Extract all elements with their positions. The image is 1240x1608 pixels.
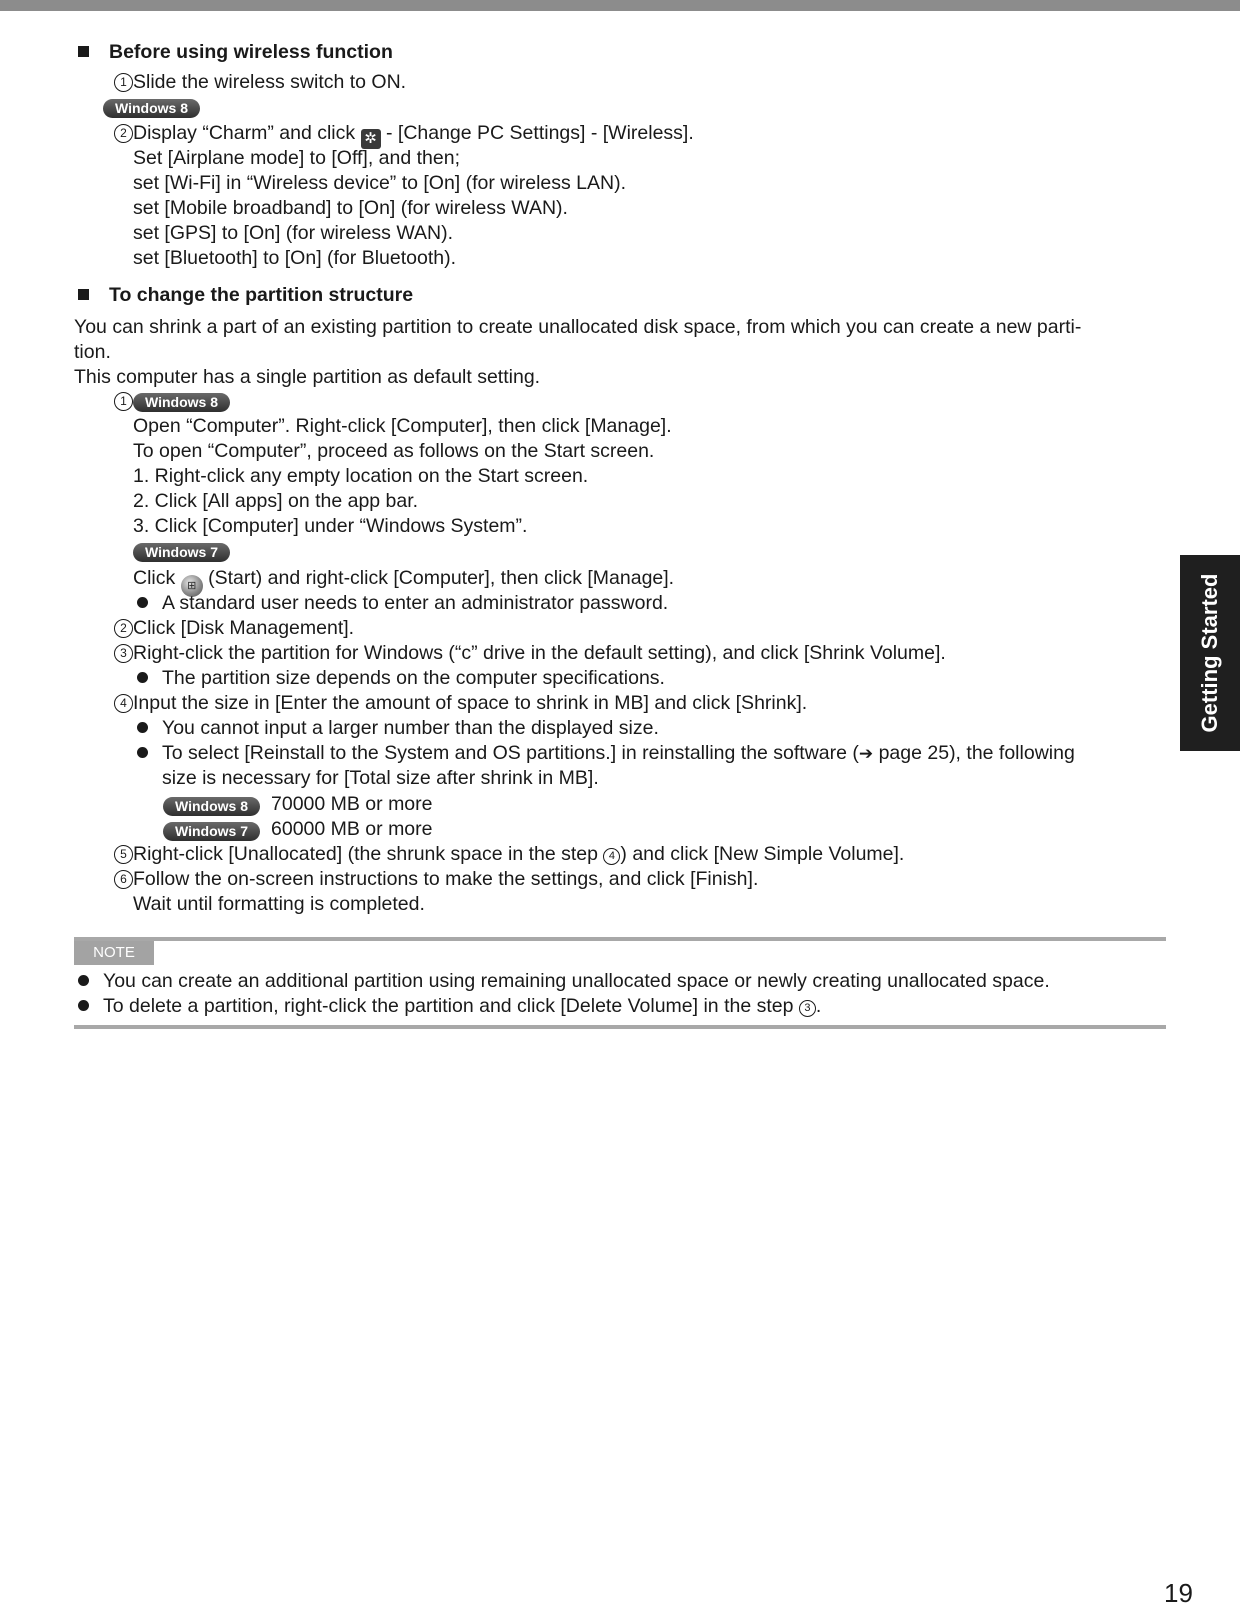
step-2-text-start: Display “Charm” and click <box>133 122 356 144</box>
heading-bullet <box>78 289 89 300</box>
wireless-step-1: Slide the wireless switch to ON. <box>133 71 407 93</box>
bullet-larger: You cannot input a larger number than the displayed size. <box>162 717 659 739</box>
bullet-icon <box>78 1000 89 1011</box>
win8-instruction: 1. Right-click any empty location on the Start screen. <box>133 465 589 487</box>
step-5-text-end: ) and click [New Simple Volume]. <box>620 843 905 865</box>
step-5-text-start: Right-click [Unallocated] (the shrunk space in the step <box>133 843 598 865</box>
win8-instruction: Open “Computer”. Right-click [Computer], then click [Manage]. <box>133 415 672 437</box>
wireless-line: set [Mobile broadband] to [On] (for wireless WAN). <box>133 197 568 219</box>
heading-bullet <box>78 46 89 57</box>
partition-step-3: Right-click the partition for Windows (“c” drive in the default setting), and click [Shrink Volume]. <box>133 642 946 664</box>
section-side-tab <box>1180 555 1240 751</box>
partition-step-6: Follow the on-screen instructions to make the settings, and click [Finish]. <box>133 868 759 890</box>
wireless-line: set [GPS] to [On] (for wireless WAN). <box>133 222 454 244</box>
win7-text-end: (Start) and right-click [Computer], then click [Manage]. <box>208 567 675 589</box>
bullet-icon <box>137 672 148 683</box>
step-number: 6 <box>114 870 133 889</box>
note-item <box>103 994 821 1018</box>
wireless-step-2 <box>133 121 694 149</box>
win8-instruction: 2. Click [All apps] on the app bar. <box>133 490 419 512</box>
bullet-reinstall-line2: size is necessary for [Total size after shrink in MB]. <box>162 767 599 789</box>
note-item-text-start: To delete a partition, right-click the partition and click [Delete Volume] in the step <box>103 995 794 1017</box>
step-reference: 4 <box>603 848 620 865</box>
windows8-badge: Windows 8 <box>103 99 200 118</box>
bullet-icon <box>137 722 148 733</box>
note-item-text-end: . <box>815 995 822 1017</box>
partition-step-5 <box>133 842 904 866</box>
step-reference: 3 <box>799 1000 816 1017</box>
win7-text-start: Click <box>133 567 176 589</box>
win8-instruction: To open “Computer”, proceed as follows on the Start screen. <box>133 440 655 462</box>
size-win8: 70000 MB or more <box>271 793 433 815</box>
wireless-heading: Before using wireless function <box>109 41 393 63</box>
step-2-text-end: - [Change PC Settings] - [Wireless]. <box>385 122 694 144</box>
note-label: NOTE <box>74 941 154 965</box>
bullet-admin: A standard user needs to enter an administrator password. <box>162 592 669 614</box>
note-item: You can create an additional partition using remaining unallocated space or newly creating unallocated space. <box>103 970 1050 992</box>
bullet-size: The partition size depends on the computer specifications. <box>162 667 665 689</box>
step-number: 3 <box>114 644 133 663</box>
size-win7: 60000 MB or more <box>271 818 433 840</box>
windows8-badge: Windows 8 <box>133 393 230 412</box>
partition-intro: tion. <box>74 341 111 363</box>
wireless-line: Set [Airplane mode] to [Off], and then; <box>133 147 461 169</box>
partition-intro: You can shrink a part of an existing partition to create unallocated disk space, from which you can create a new parti- <box>74 316 1082 338</box>
partition-heading: To change the partition structure <box>109 284 414 306</box>
partition-step-2: Click [Disk Management]. <box>133 617 355 639</box>
note-top-rule <box>74 937 1166 941</box>
bullet-reinstall <box>162 741 1075 766</box>
start-orb-icon: ⊞ <box>181 575 203 597</box>
bullet-icon <box>137 747 148 758</box>
windows7-badge: Windows 7 <box>163 822 260 841</box>
reinstall-text-start: To select [Reinstall to the System and OS partitions.] in reinstalling the software ( <box>162 742 859 764</box>
step-number: 1 <box>114 392 133 411</box>
top-bar <box>0 0 1240 11</box>
bullet-icon <box>78 975 89 986</box>
step-number: 2 <box>114 619 133 638</box>
partition-step-6-line2: Wait until formatting is completed. <box>133 893 425 915</box>
step-number: 5 <box>114 845 133 864</box>
step-number: 4 <box>114 694 133 713</box>
step-number: 1 <box>114 73 133 92</box>
partition-intro: This computer has a single partition as default setting. <box>74 366 541 388</box>
windows7-badge: Windows 7 <box>133 543 230 562</box>
arrow-right-icon: ➔ <box>858 744 874 763</box>
side-tab-label: Getting Started <box>1197 573 1222 733</box>
windows8-badge: Windows 8 <box>163 797 260 816</box>
page-number: 19 <box>1164 1578 1193 1608</box>
note-bottom-rule <box>74 1025 1166 1029</box>
partition-step-4: Input the size in [Enter the amount of space to shrink in MB] and click [Shrink]. <box>133 692 808 714</box>
settings-gear-icon: ✲ <box>361 129 381 149</box>
step-number: 2 <box>114 124 133 143</box>
wireless-line: set [Bluetooth] to [On] (for Bluetooth). <box>133 247 457 269</box>
reinstall-text-end: page 25), the following <box>878 742 1075 764</box>
bullet-icon <box>137 597 148 608</box>
win8-instruction: 3. Click [Computer] under “Windows System”. <box>133 515 528 537</box>
wireless-line: set [Wi-Fi] in “Wireless device” to [On] (for wireless LAN). <box>133 172 627 194</box>
